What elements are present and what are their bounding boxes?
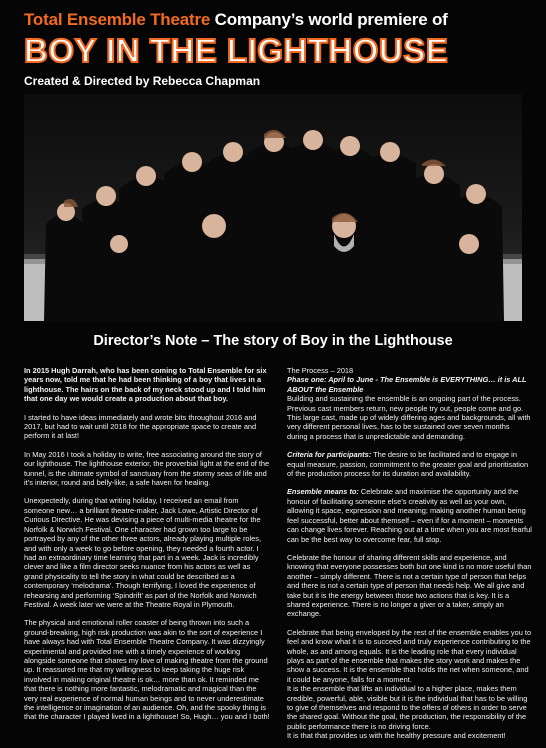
process-paragraph-2: Celebrate the honour of sharing different skills and experience, and knowing that everyone possesses both but one kind is no more useful than another – simply different. There is not a certain type of person that helps and there is not a certain type of person that needs help. We all give and take but it is the energy between those two actions that is key. It is a shared experience. There is no longer a giver or a taker, simply an exchange. xyxy=(287,552,532,619)
process-paragraph-4: It is the ensemble that lifts an individual to a higher place, makes them credible, powerful, able, visible but it is the individual that has to be willing to give of themselves and respond to the offers of others in order to serve the shared goal. Without the goal, the production, the responsibility of the public performance there is no driving force. xyxy=(287,684,528,731)
paragraph-4: The physical and emotional roller coaster of being thrown into such a ground-breaking, high risk production was akin to the sort of experience I have always had with Total Ensemble Theatre Company. It was dizzyingly experimental and provided me with a timely experience of working alongside someone that shares my love of making theatre from the ground up. It reassured me that my willingness to keep taking the huge risk involved in making original theatre is ok… more than ok. It reminded me that there is nothing more fantastic, melodramatic and magical than the very real experience of normal human beings and to never underestimate the intelligence or imagination of an audience. Oh, and the spooky thing is that the character I played lived in a lighthouse! So, Hugh… you and I both! xyxy=(24,618,270,722)
paragraph-1: I started to have ideas immediately and wrote bits throughout 2016 and 2017, but had to wait until 2018 for the appropriate space to create and perform it at last! xyxy=(24,412,257,441)
headline-rest: Company’s world premiere of xyxy=(210,10,448,29)
process-heading: The Process – 2018 xyxy=(287,366,354,375)
company-name: Total Ensemble Theatre xyxy=(24,10,211,29)
paragraph-3: Unexpectedly, during that writing holiday, I received an email from someone new… a brilliant theatre-maker, Jack Lowe, Artistic Director of Curious Directive. He was devising a piece of multi-media theatre for the Norfolk & Norwich Festival. One character had grown too large to be portrayed by any of the other three actors, already playing multiple roles, and with only a week to go before opening, they needed a fourth actor. I had an extraordinary time learning that part in a week. Jack is incredibly clever and like a film director seeks nuance from his actors as well as grand physicality to tell the story in what could be described as a contemporary ‘melodrama’. Though terrifying, I loved the experience of rehearsing and performing ‘Spindrift’ as part of the Norfolk and Norwich Festival. A week later we were at the Theatre Royal in Plymouth. xyxy=(24,496,262,609)
ensemble-paragraph xyxy=(287,487,532,543)
process-paragraph-3: Celebrate that being enveloped by the rest of the ensemble enables you to feel and know what it is to succeed and truly experience contributing to the whole, as and among equals. It is the leading role that every individual plays as part of the ensemble that makes the story work and makes the show a success. It is the ensemble that holds the net when someone, and it could be anyone, falls for a moment. xyxy=(287,627,532,684)
left-column xyxy=(24,366,271,731)
criteria-label: Criteria for participants: xyxy=(287,450,372,460)
intro-paragraph: In 2015 Hugh Darrah, who has been coming to Total Ensemble for six years now, told me that he had been thinking of a boy that lives in a lighthouse. The hairs on the back of my neck stood up and I told him that one day we would create a production about that boy. xyxy=(24,366,267,404)
paragraph-2: In May 2016 I took a holiday to write, free associating around the story of our lighthouse. The lighthouse exterior, the proverbial light at the end of the tunnel, is the ultimate symbol of sanctuary from the stormy seas of life and it’s interior, round and belly-like, a safe haven for healing. xyxy=(24,449,270,488)
cast-photo-image xyxy=(24,94,522,321)
credit-line: Created & Directed by Rebecca Chapman xyxy=(24,74,261,88)
process-paragraph-1: Building and sustaining the ensemble is an ongoing part of the process. Previous cast members return, new people try out, people come and go. This large cast, made up of widely differing ages and backgrounds, all with very different personal lives, has to be sustained over seven months during a process that is unpredictable and demanding. xyxy=(287,394,531,441)
phase-heading: Phase one: April to June - The Ensemble is EVERYTHING… it is ALL ABOUT the Ensemble xyxy=(287,375,527,394)
process-paragraph-5: It is that that provides us with the healthy pressure and excitement! xyxy=(287,731,506,741)
right-column xyxy=(287,366,532,741)
ensemble-label: Ensemble means to: xyxy=(287,487,359,497)
headline xyxy=(24,10,524,30)
criteria-paragraph xyxy=(287,450,532,478)
ensemble-text: Celebrate and maximise the opportunity and the honour of facilitating someone else’s creativity as well as your own, allowing it space, expression and meaning; making another human being feel successful, better about themself – even if for a moment – moments can change lives forever. Reaching out at a time when you are most fearful can be the best way to overcome fear, full stop. xyxy=(287,487,532,544)
directors-note-title: Director’s Note – The story of Boy in the Lighthouse xyxy=(93,333,453,349)
header xyxy=(24,10,524,30)
criteria-text: The desire to be facilitated and to engage in equal measure, passion, commitment to the greater goal and prioritisation of the production process for its duration and availability. xyxy=(287,450,529,479)
show-title xyxy=(24,34,448,67)
cast-photo xyxy=(24,94,522,321)
show-title-text: BOY IN THE LIGHTHOUSE xyxy=(24,32,449,69)
